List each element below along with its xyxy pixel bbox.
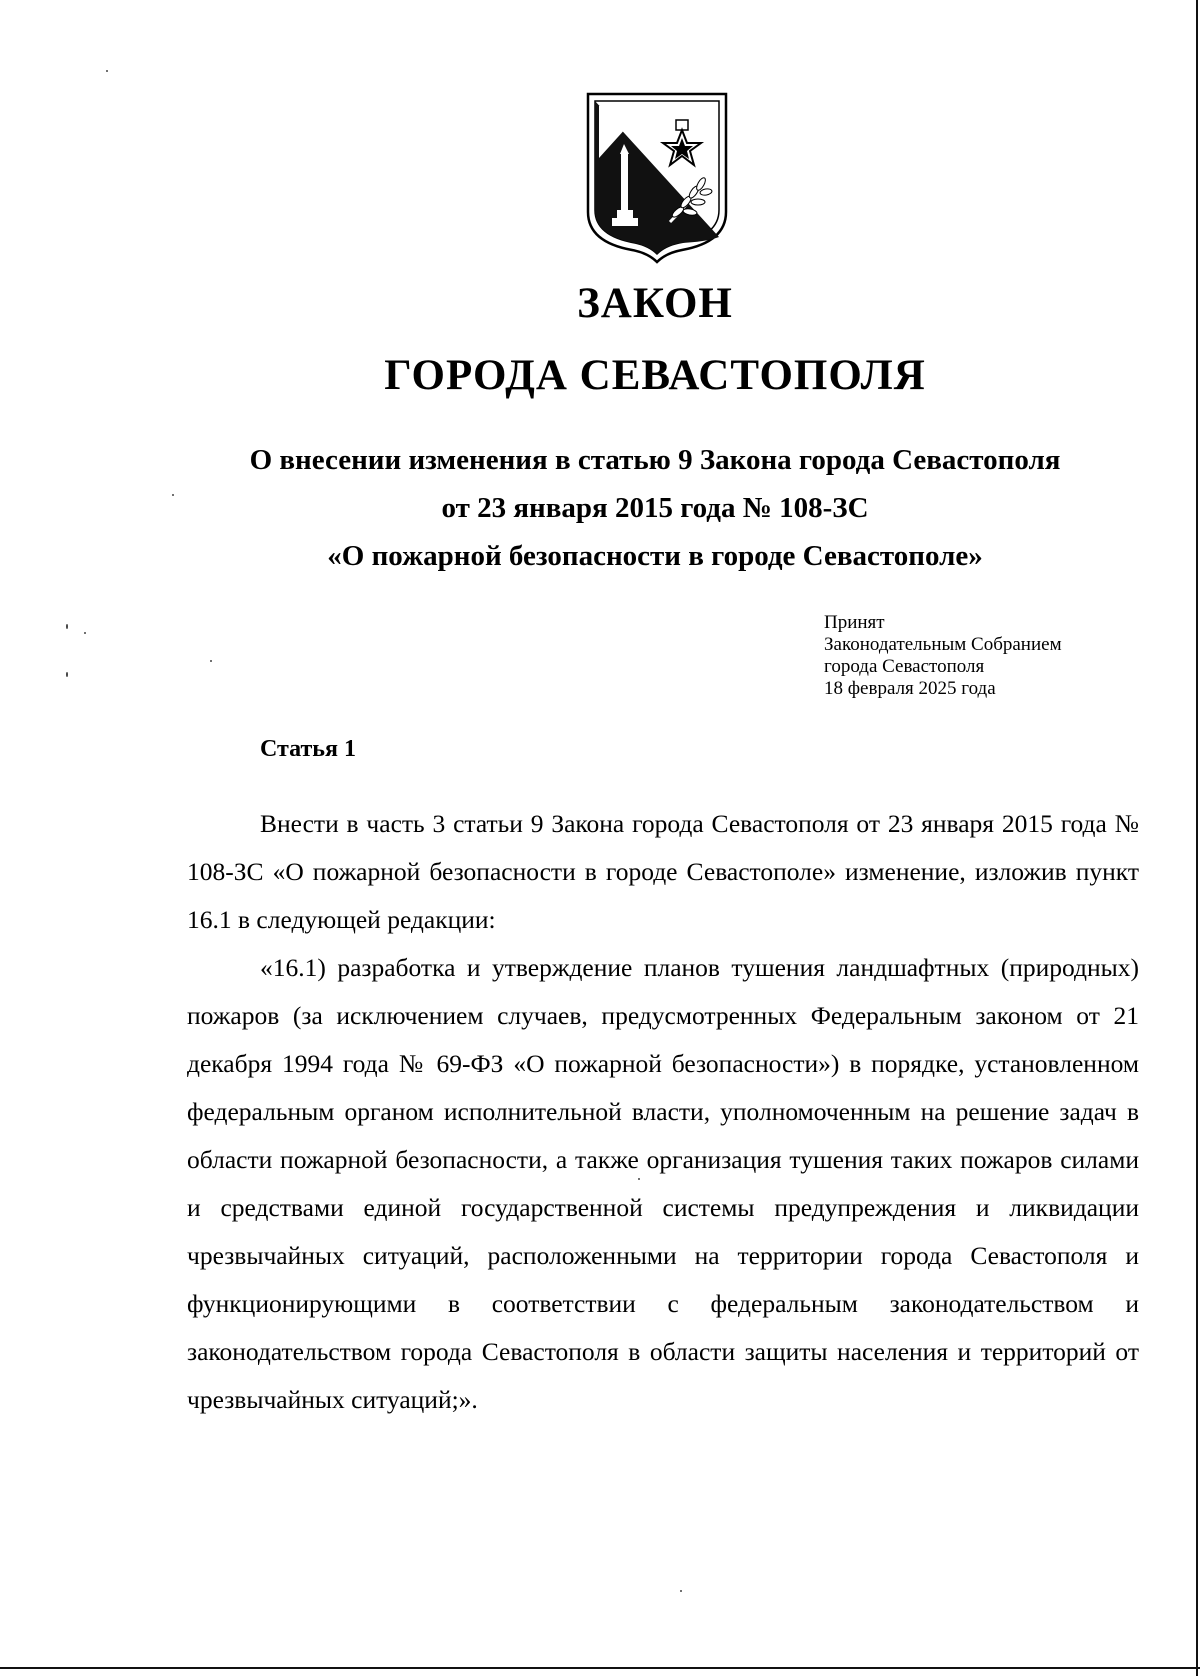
scan-edge-bottom — [0, 1667, 1200, 1669]
law-subject — [150, 436, 1160, 580]
article-paragraph: «16.1) разработка и утверждение планов тушения ландшафтных (природных) пожаров (за исключением случаев, предусмотренных Федеральным законом от 21 декабря 1994 года № 69-ФЗ «О пожарной безопасности») в порядке, установленном федеральным органом исполнительной власти, уполномоченным на решение задач в области пожарной безопасности, а также организация тушения таких пожаров силами и средствами единой государственной системы предупреждения и ликвидации чрезвычайных ситуаций, расположенными на территории города Севастополя и функционирующими в соответствии с федеральным законодательством и законодательством города Севастополя в области защиты населения и территорий от чрезвычайных ситуаций;». — [187, 953, 1139, 1414]
law-subject-line: от 23 января 2015 года № 108-ЗС — [441, 492, 869, 524]
adoption-line: Законодательным Собранием — [824, 634, 1062, 655]
document-title: ЗАКОН — [577, 280, 733, 327]
article-heading: Статья 1 — [260, 736, 356, 762]
sevastopol-coat-of-arms-icon — [586, 92, 728, 264]
article-body — [187, 800, 1139, 1424]
adoption-block — [824, 612, 1062, 700]
law-subject-line: О внесении изменения в статью 9 Закона города Севастополя — [249, 444, 1061, 476]
adoption-line: города Севастополя — [824, 656, 985, 677]
article-paragraph: Внести в часть 3 статьи 9 Закона города Севастополя от 23 января 2015 года № 108-ЗС «О пожарной безопасности в городе Севастополе» изменение, изложив пункт 16.1 в следующей редакции: — [187, 809, 1139, 934]
law-subject-line: «О пожарной безопасности в городе Севастополе» — [327, 540, 983, 572]
adoption-line: Принят — [824, 612, 885, 633]
scan-edge-right — [1196, 0, 1198, 1676]
document-subtitle: ГОРОДА СЕВАСТОПОЛЯ — [384, 352, 926, 399]
adoption-date: 18 февраля 2025 года — [824, 678, 996, 699]
